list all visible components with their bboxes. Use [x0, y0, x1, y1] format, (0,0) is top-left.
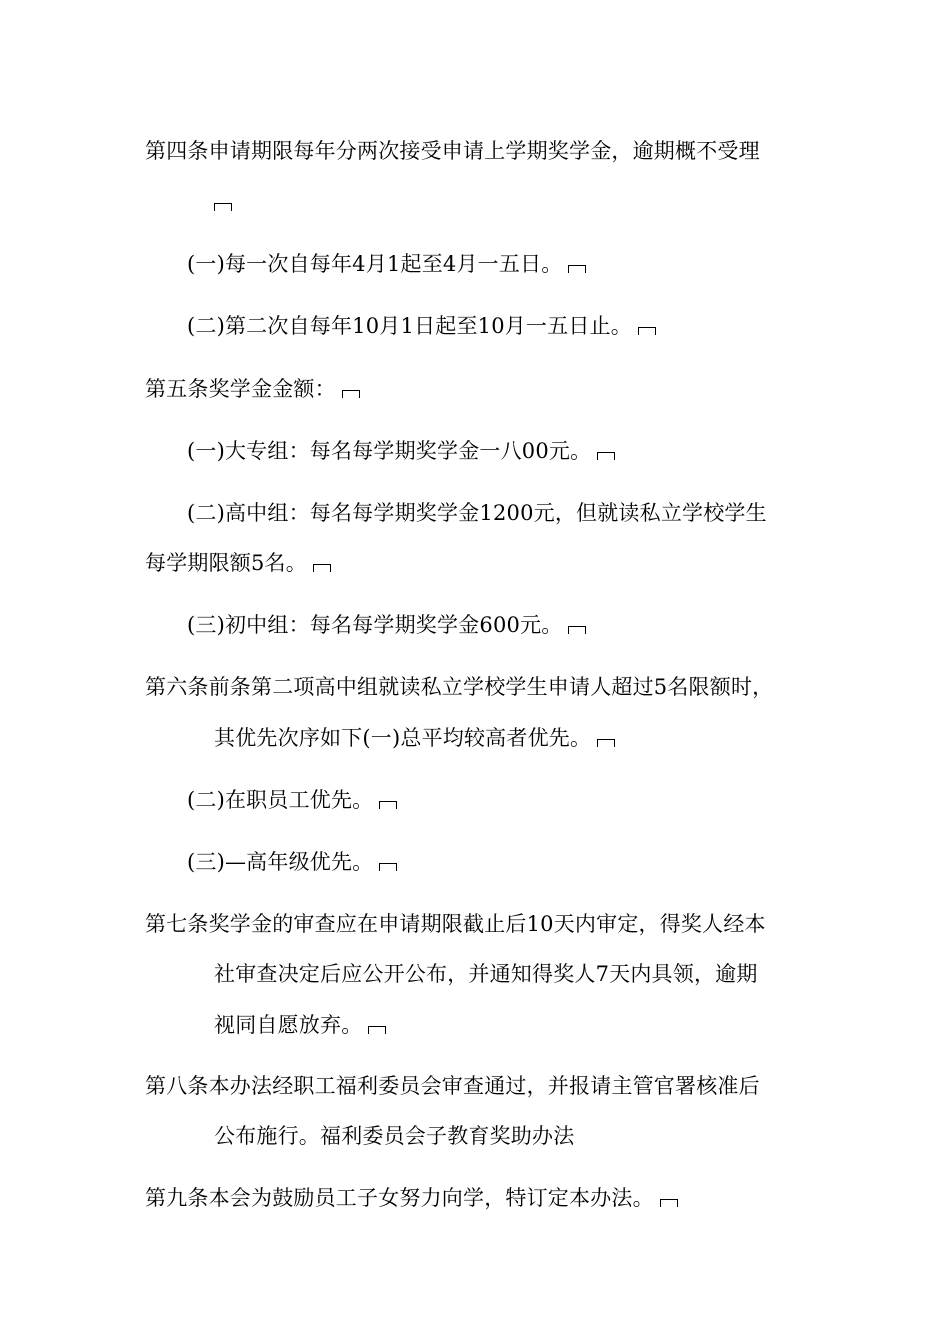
article-8-text: 第八条本办法经职工福利委员会审查通过，并报请主管官署核准后: [145, 1074, 760, 1098]
paragraph-mark-icon: [597, 739, 615, 747]
article-4-item-2-text: (二)第二次自每年10月1日起至10月一五日止。: [187, 314, 632, 338]
article-5-item-2-text: (二)高中组：每名每学期奖学金1200元，但就读私立学校学生: [187, 501, 767, 525]
paragraph-mark-icon: [660, 1199, 678, 1207]
article-7-cont-2: [214, 1011, 386, 1039]
article-6-text: 第六条前条第二项高中组就读私立学校学生申请人超过5名限额时，: [145, 675, 774, 699]
article-5-item-3-text: (三)初中组：每名每学期奖学金600元。: [187, 613, 563, 637]
article-4-item-2: [187, 312, 656, 340]
article-5-line: [145, 375, 360, 403]
article-7-cont-2-text: 视同自愿放弃。: [214, 1013, 363, 1037]
article-4-line: [145, 137, 760, 165]
article-6-item-3-text: (三)—高年级优先。: [187, 850, 374, 874]
article-8-line: [145, 1072, 760, 1100]
article-7-text: 第七条奖学金的审查应在申请期限截止后10天内审定，得奖人经本: [145, 912, 766, 936]
paragraph-mark-icon: [568, 626, 586, 634]
article-5-item-2-cont: [145, 549, 331, 577]
article-6-line: [145, 673, 773, 701]
paragraph-mark-icon: [313, 564, 331, 572]
article-7-line: [145, 910, 766, 938]
article-7-cont-1-text: 社审查决定后应公开公布，并通知得奖人7天内具领，逾期: [214, 962, 758, 986]
article-5-item-2: [187, 499, 767, 527]
article-5-item-3: [187, 611, 586, 639]
paragraph-mark-icon: [379, 863, 397, 871]
article-4-item-1: [187, 250, 586, 278]
paragraph-mark-icon: [379, 801, 397, 809]
article-5-item-1: [187, 437, 615, 465]
article-9-text: 第九条本会为鼓励员工子女努力向学，特订定本办法。: [145, 1186, 654, 1210]
article-7-cont-1: [214, 960, 758, 988]
article-6-item-3: [187, 848, 397, 876]
paragraph-mark-icon: [368, 1026, 386, 1034]
paragraph-mark-icon: [214, 203, 232, 211]
article-6-item-2: [187, 786, 397, 814]
article-4-text: 第四条申请期限每年分两次接受申请上学期奖学金，逾期概不受理: [145, 139, 760, 163]
article-5-item-1-text: (一)大专组：每名每学期奖学金一八00元。: [187, 439, 592, 463]
article-5-text: 第五条奖学金金额：: [145, 377, 336, 401]
article-4-item-1-text: (一)每一次自每年4月1起至4月一五日。: [187, 252, 563, 276]
article-5-item-2-cont-text: 每学期限额5名。: [145, 551, 307, 575]
paragraph-mark-icon: [568, 265, 586, 273]
article-9-line: [145, 1184, 678, 1212]
paragraph-mark-icon: [597, 452, 615, 460]
paragraph-mark-icon: [638, 327, 656, 335]
paragraph-mark-icon: [342, 390, 360, 398]
article-8-cont: [214, 1122, 574, 1150]
article-6-cont: [214, 724, 615, 752]
article-8-cont-text: 公布施行。福利委员会子教育奖助办法: [214, 1124, 575, 1148]
article-6-cont-text: 其优先次序如下(一)总平均较高者优先。: [214, 726, 592, 750]
article-6-item-2-text: (二)在职员工优先。: [187, 788, 374, 812]
